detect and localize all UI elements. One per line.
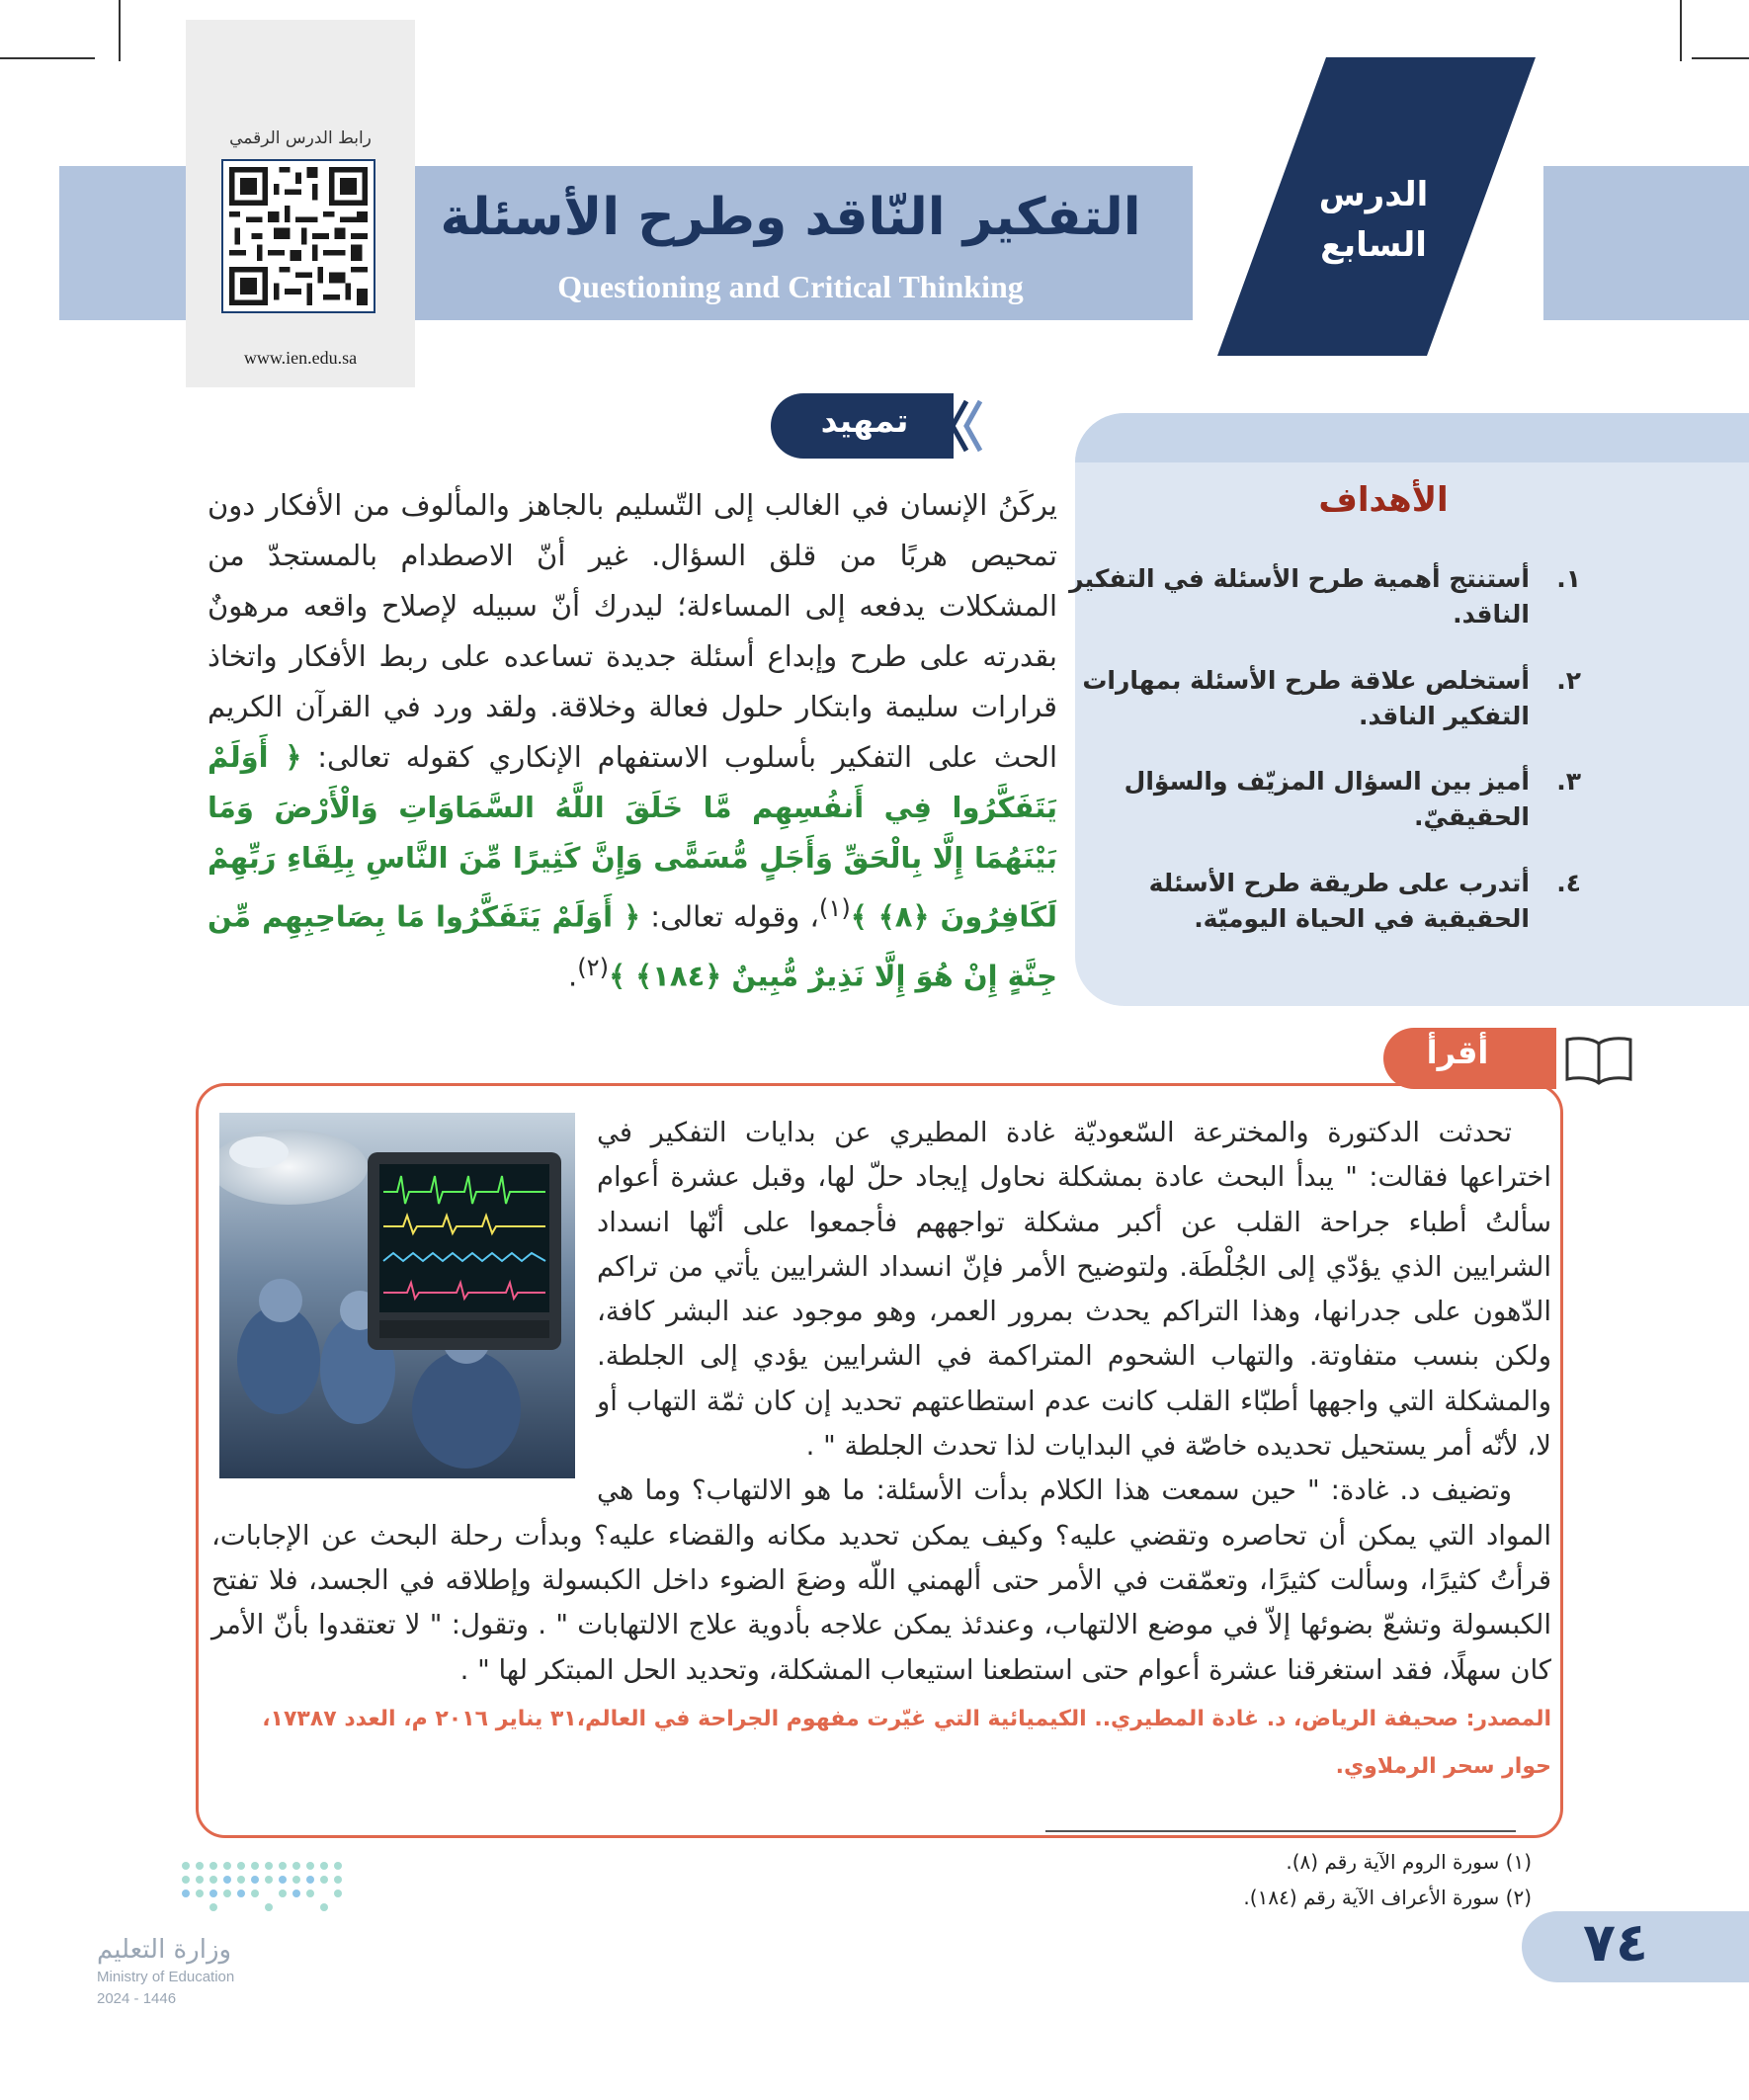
lesson-number xyxy=(1275,170,1472,271)
objectives-title: الأهداف xyxy=(1318,480,1449,520)
title-band-left xyxy=(59,166,186,320)
image-spacer xyxy=(211,1111,597,1506)
ministry-name-english: Ministry of Education xyxy=(97,1969,235,1985)
footnote-ref: (١) xyxy=(818,894,851,922)
objective-number: ١. xyxy=(1556,564,1581,593)
objective-text: أستنتج أهمية طرح الأسئلة في التفكير الناقد. xyxy=(1069,564,1530,630)
footnote-divider xyxy=(1045,1830,1516,1832)
lesson-number-line1: الدرس xyxy=(1318,175,1429,214)
read-paragraph: وتضيف د. غادة: " حين سمعت هذا الكلام بدأت الأسئلة: ما هو الالتهاب؟ وما هي المواد التي يمكن أن تحاصره وتقضي عليه؟ وكيف يمكن تحديد مكانه والقضاء عليه؟ وبدأت رحلة البحث عن الإجابات، قرأتُ كثيرًا، وسألت كثيرًا، وتعمّقت في الأمر حتى ألهمني اللّه وضعَ الضوء داخل الكبسولة وإطلاقه في الجسد، فلا تفتح الكبسولة وتشعّ بضوئها إلاّ في موضع الالتهاب، وعندئذ يمكن علاجه بأدوية علاج الالتهابات " . وتقول: " لا تعتقدوا بأنّ الأمر كان سهلًا، فقد استغرقنا عشرة أعوام حتى استطعنا استيعاب المشكلة، وتحديد الحل المبتكر لها " . xyxy=(211,1474,1551,1686)
qr-code-icon[interactable] xyxy=(223,161,374,311)
intro-connector: ، وقوله تعالى: xyxy=(640,899,819,934)
objectives-list xyxy=(1067,561,1581,966)
quran-verse: ﴿ أَوَلَمْ يَتَفَكَّرُوا فِي أَنفُسِهِم مَّا خَلَقَ اللَّهُ السَّمَاوَاتِ وَالْأَرْضَ وَمَا بَيْنَهُمَا إِلَّا بِالْحَقِّ وَأَجَلٍ مُّسَمًّى وَإِنَّ كَثِيرًا مِّنَ النَّاسِ بِلِقَاءِ رَبِّهِمْ لَكَافِرُونَ ﴿٨﴾ ﴾ xyxy=(208,740,1057,934)
footnote-ref: (٢) xyxy=(577,953,610,981)
lesson-number-line2: السابع xyxy=(1320,225,1427,265)
objectives-panel-header xyxy=(1075,413,1749,462)
objective-text: أميز بين السؤال المزيّف والسؤال الحقيقيّ. xyxy=(1124,767,1530,832)
title-band-right xyxy=(1543,166,1749,320)
ministry-name: وزارة التعليم xyxy=(97,1935,232,1965)
crop-mark xyxy=(0,57,95,59)
read-article xyxy=(211,1111,1551,1693)
quran-verse: ﴿ أَوَلَمْ يَتَفَكَّرُوا مَا بِصَاحِبِهِم مِّن جِنَّةٍ إِنْ هُوَ إِلَّا نَذِيرٌ مُّبِينٌ ﴿١٨٤﴾ ﴾ xyxy=(208,899,1057,993)
lesson-title-english: Questioning and Critical Thinking xyxy=(557,269,1024,304)
intro-text: يركَنُ الإنسان في الغالب إلى التّسليم بالجاهز والمألوف من الأفكار دون تمحيص هربًا من قلق السؤال. غير أنّ الاصطدام بالمستجدّ من المشكلات يدفعه إلى المساءلة؛ ليدرك أنّ سبيله لإصلاح واقعه مرهونٌ بقدرته على طرح وإبداع أسئلة جديدة تساعده على ربط الأفكار واتخاذ قرارات سليمة وابتكار حلول فعالة وخلاقة. ولقد ورد في القرآن الكريم الحث على التفكير بأسلوب الاستفهام الإنكاري كقوله تعالى: xyxy=(208,488,1057,774)
objective-number: ٤. xyxy=(1556,868,1581,897)
crop-mark xyxy=(1692,57,1749,59)
objective-item xyxy=(1067,764,1581,836)
objective-item xyxy=(1067,663,1581,735)
objective-text: أستخلص علاقة طرح الأسئلة بمهارات التفكير الناقد. xyxy=(1082,665,1530,730)
intro-tab-label: تمهيد xyxy=(820,401,909,440)
objective-text: أتدرب على طريقة طرح الأسئلة الحقيقية في الحياة اليوميّة. xyxy=(1148,868,1530,933)
objective-item xyxy=(1067,561,1581,633)
qr-label: رابط الدرس الرقمي xyxy=(229,128,372,148)
crop-mark xyxy=(1680,0,1682,61)
lesson-title: التفكير النّاقد وطرح الأسئلة xyxy=(440,188,1141,247)
objective-item xyxy=(1067,866,1581,938)
qr-panel xyxy=(186,20,415,387)
crop-mark xyxy=(119,0,121,61)
read-tab-label: أقرأ xyxy=(1426,1034,1489,1071)
objective-number: ٣. xyxy=(1556,767,1581,796)
footnote: (١) سورة الروم الآية رقم (٨). xyxy=(1286,1850,1532,1874)
read-paragraph: تحدثت الدكتورة والمخترعة السّعوديّة غادة المطيري عن بدايات التفكير في اختراعها فقالت: " يبدأ البحث عادة بمشكلة نحاول إيجاد حلّ لها، وقبل عشرة أعوام سألتُ أطباء جراحة القلب عن أكبر مشكلة تواجههم فأجمعوا على أنّها انسداد الشرايين الذي يؤدّي إلى الجُلْطَة. ولتوضيح الأمر فإنّ انسداد الشرايين يأتي من تراكم الدّهون على جدرانها، وهذا التراكم يحدث بمرور العمر، وهو موجود عند البشر كافة، ولكن بنسب متفاوتة. والتهاب الشحوم المتراكمة في الشرايين يؤدي إلى الجلطة. والمشكلة التي واجهها أطبّاء القلب كانت عدم استطاعتهم تحديد إن كان ثمّة التهاب أو لا، لأنّه أمر يستحيل تحديده خاصّة في البدايات لذا تحدث الجلطة " . xyxy=(597,1117,1551,1463)
ministry-year: 2024 - 1446 xyxy=(97,1990,177,2007)
footnote: (٢) سورة الأعراف الآية رقم (١٨٤). xyxy=(1243,1886,1532,1909)
ministry-logo-icon xyxy=(178,1858,352,1917)
source-citation: المصدر: صحيفة الرياض، د. غادة المطيري.. الكيميائية التي غيّرت مفهوم الجراحة في العالم،٣١ يناير ٢٠١٦ م، العدد ١٧٣٨٧، حوار سحر الرملاوي. xyxy=(262,1707,1551,1779)
intro-paragraph xyxy=(208,480,1057,1001)
intro-end: . xyxy=(568,959,578,993)
book-icon xyxy=(1563,1034,1634,1085)
page-number: ٧٤ xyxy=(1583,1911,1648,1974)
qr-url[interactable]: www.ien.edu.sa xyxy=(243,348,358,368)
objective-number: ٢. xyxy=(1556,665,1581,695)
